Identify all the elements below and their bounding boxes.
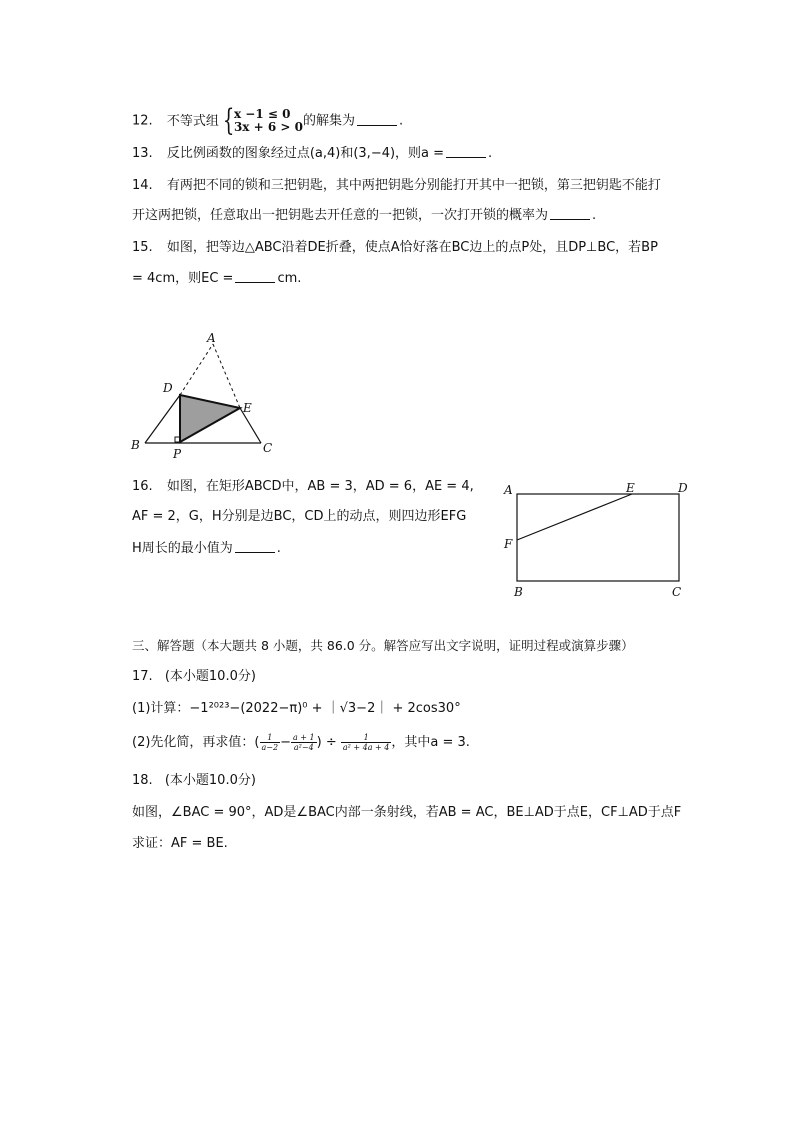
q13-text: 反比例函数的图象经过点(a,4)和(3,−4)，则a =: [166, 146, 445, 161]
fraction-3-denominator: a² + 4a + 4: [342, 743, 390, 752]
q18-line2: [132, 835, 228, 853]
q16-answer-blank[interactable]: [235, 540, 275, 553]
q15-line1: [132, 239, 658, 257]
q12: [132, 103, 404, 138]
fraction-2: [291, 733, 317, 752]
label-a: A: [207, 331, 216, 345]
q12-row2: 3x + 6 > 0: [233, 120, 303, 134]
q13-number: 13.: [132, 146, 153, 161]
q16-line2: [132, 508, 466, 526]
q17-part1: [132, 700, 461, 718]
q18-text-line2: 求证：AF = BE.: [132, 836, 228, 851]
q12-inequality-system: [219, 103, 303, 138]
section-3-title: 三、解答题（本大题共 8 小题，共 86.0 分。解答应写出文字说明，证明过程或演算步骤）: [132, 638, 634, 653]
q16-number: 16.: [132, 479, 153, 494]
q14-text-line1: 有两把不同的锁和三把钥匙，其中两把钥匙分别能打开其中一把锁，第三把钥匙不能打: [166, 178, 661, 193]
q14-line1: [132, 177, 661, 195]
q15-figure: [125, 328, 285, 460]
q12-answer-blank[interactable]: [357, 113, 397, 126]
fraction-1-numerator: 1: [260, 733, 281, 743]
folded-triangle-shape: [180, 395, 240, 442]
q15-number: 15.: [132, 240, 153, 255]
q14-answer-blank[interactable]: [550, 207, 590, 220]
label-b: B: [131, 438, 140, 452]
q18-header: [132, 772, 256, 790]
label-b: B: [514, 585, 523, 599]
q12-number: 12.: [132, 113, 153, 129]
side-bd: [145, 395, 180, 443]
q17-part2-divide: ) ÷: [316, 735, 337, 750]
q15-answer-blank[interactable]: [235, 270, 275, 283]
q14-line2: [132, 207, 596, 225]
q12-text-post: 的解集为: [302, 113, 355, 129]
q18-line1: [132, 804, 681, 822]
fraction-1: [260, 733, 281, 752]
q18-number: 18.: [132, 773, 153, 788]
q16-figure: [500, 478, 700, 603]
q17-part2-suffix: ，其中a = 3.: [391, 735, 470, 750]
q14-number: 14.: [132, 178, 153, 193]
label-d: D: [678, 481, 688, 495]
q18-head: (本小题10.0分): [164, 773, 256, 788]
fraction-1-denominator: a−2: [261, 743, 279, 752]
fraction-3-numerator: 1: [341, 733, 392, 743]
q15-text-line1: 如图，把等边△ABC沿着DE折叠，使点A恰好落在BC边上的点P处，且DP⊥BC，若BP: [166, 240, 658, 255]
q16-text-line1: 如图，在矩形ABCD中，AB = 3，AD = 6，AE = 4,: [166, 479, 474, 494]
label-a: A: [504, 483, 513, 497]
q17-part2-prefix: (2)先化简，再求值：(: [132, 735, 260, 750]
q15-line2: [132, 270, 301, 288]
q12-row1: x −1 ≤ 0: [233, 107, 291, 121]
q12-end: .: [398, 113, 404, 129]
label-p: P: [173, 447, 182, 460]
q15-text-line2a: = 4cm，则EC =: [132, 271, 234, 286]
q16-line1: [132, 478, 474, 496]
q16-text-line3: H周长的最小值为: [132, 541, 233, 556]
q16-text-line2: AF = 2，G，H分别是边BC，CD上的动点，则四边形EFG: [132, 509, 467, 524]
dashed-line-da: [180, 344, 213, 395]
q18-text-line1: 如图，∠BAC = 90°，AD是∠BAC内部一条射线，若AB = AC，BE⊥AD于点E，CF⊥AD于点F: [132, 805, 682, 820]
q15-text-line2b: cm.: [277, 271, 302, 286]
q13: [132, 145, 492, 163]
label-d: D: [163, 381, 173, 395]
label-c: C: [672, 585, 682, 599]
q14-text-line2: 开这两把锁，任意取出一把钥匙去开任意的一把锁，一次打开锁的概率为: [132, 208, 549, 223]
label-f: F: [504, 537, 513, 551]
q17-part1-text: (1)计算：−1²⁰²³−(2022−π)⁰ + ｜√3−2｜ + 2cos30°: [132, 701, 461, 716]
minus-sign: −: [280, 735, 291, 750]
q16-line3: [132, 540, 281, 558]
dashed-line-ae: [213, 344, 240, 408]
q13-answer-blank[interactable]: [446, 145, 486, 158]
fraction-3: [341, 733, 392, 752]
q12-text-pre: 不等式组: [166, 113, 219, 129]
q17-part2: [132, 733, 470, 752]
q16-end: .: [276, 541, 281, 556]
fraction-2-denominator: a²−4: [293, 743, 314, 752]
segment-fe: [517, 494, 632, 540]
label-e: E: [626, 481, 635, 495]
brace-icon: {: [222, 103, 235, 138]
fraction-2-numerator: a + 1: [292, 733, 315, 742]
label-e: E: [243, 401, 252, 415]
section-3-heading: [132, 637, 634, 655]
q17-header: [132, 668, 256, 686]
q14-end: .: [592, 208, 597, 223]
q17-head: (本小题10.0分): [164, 669, 256, 684]
label-c: C: [263, 441, 273, 455]
q17-number: 17.: [132, 669, 153, 684]
q13-end: .: [488, 146, 493, 161]
